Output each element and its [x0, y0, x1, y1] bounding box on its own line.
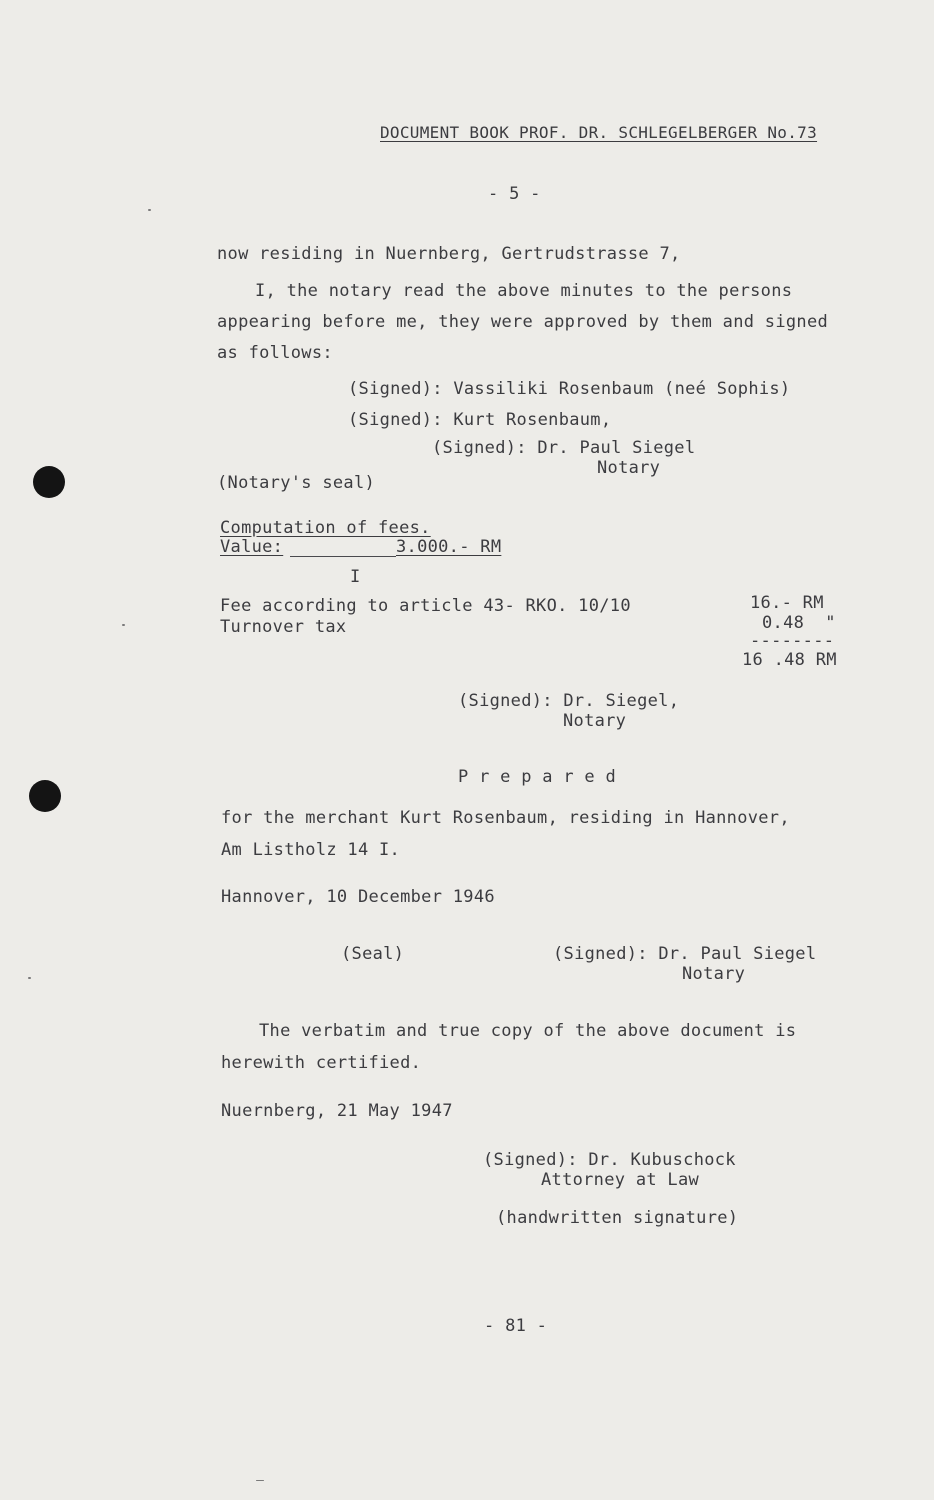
tax-label: Turnover tax: [220, 617, 347, 637]
prepared-signed-title: Notary: [682, 964, 746, 984]
body-para-line-3: as follows:: [217, 343, 333, 363]
signature-line-2: (Signed): Kurt Rosenbaum,: [348, 410, 612, 430]
total-separator: --------: [750, 631, 835, 651]
prepared-place-date: Hannover, 10 December 1946: [221, 887, 495, 907]
body-para-line-1: I, the notary read the above minutes to the persons: [255, 281, 793, 301]
certification-signed: (Signed): Dr. Kubuschock: [483, 1150, 736, 1170]
signature-line-3: (Signed): Dr. Paul Siegel: [432, 438, 696, 458]
certification-signed-title: Attorney at Law: [541, 1170, 700, 1190]
document-book-header: DOCUMENT BOOK PROF. DR. SCHLEGELBERGER No.73: [380, 123, 818, 142]
paper-speck: [28, 977, 31, 979]
handwritten-signature-note: (handwritten signature): [496, 1208, 739, 1228]
notary-seal-note: (Notary's seal): [217, 473, 376, 493]
paper-speck: [256, 1480, 264, 1481]
page-number-bottom: - 81 -: [484, 1316, 548, 1336]
fee-amount: 16.- RM: [750, 593, 824, 613]
punch-hole-top: [33, 466, 65, 498]
certification-line-1: The verbatim and true copy of the above document is: [259, 1021, 797, 1041]
fee-total: 16 .48 RM: [742, 650, 837, 670]
signature-3-title: Notary: [597, 458, 661, 478]
prepared-seal: (Seal): [341, 944, 405, 964]
certification-place-date: Nuernberg, 21 May 1947: [221, 1101, 453, 1121]
fees-signed: (Signed): Dr. Siegel,: [458, 691, 680, 711]
signature-line-1: (Signed): Vassiliki Rosenbaum (neé Sophis): [348, 379, 791, 399]
prepared-heading: P r e p a r e d: [458, 767, 617, 787]
fees-value-amount: 3.000.- RM: [396, 537, 502, 557]
paper-speck: [122, 624, 125, 626]
paper-speck: [148, 209, 151, 211]
fees-heading: Computation of fees.: [220, 518, 431, 538]
certification-line-2: herewith certified.: [221, 1053, 422, 1073]
body-para-line-2: appearing before me, they were approved by them and signed: [217, 312, 829, 332]
punch-hole-bottom: [29, 780, 61, 812]
prepared-line-2: Am Listholz 14 I.: [221, 840, 401, 860]
fees-value-label: Value:: [220, 537, 284, 557]
prepared-line-1: for the merchant Kurt Rosenbaum, residing in Hannover,: [221, 808, 790, 828]
body-line-residence: now residing in Nuernberg, Gertrudstrasse 7,: [217, 244, 681, 264]
tax-amount: 0.48 ": [762, 613, 836, 633]
fees-signed-title: Notary: [563, 711, 627, 731]
fee-label: Fee according to article 43- RKO. 10/10: [220, 596, 631, 616]
page-number-top: - 5 -: [488, 184, 541, 204]
prepared-signed: (Signed): Dr. Paul Siegel: [553, 944, 817, 964]
fees-roman-numeral: I: [350, 567, 361, 587]
fees-value-underline: [290, 556, 396, 557]
